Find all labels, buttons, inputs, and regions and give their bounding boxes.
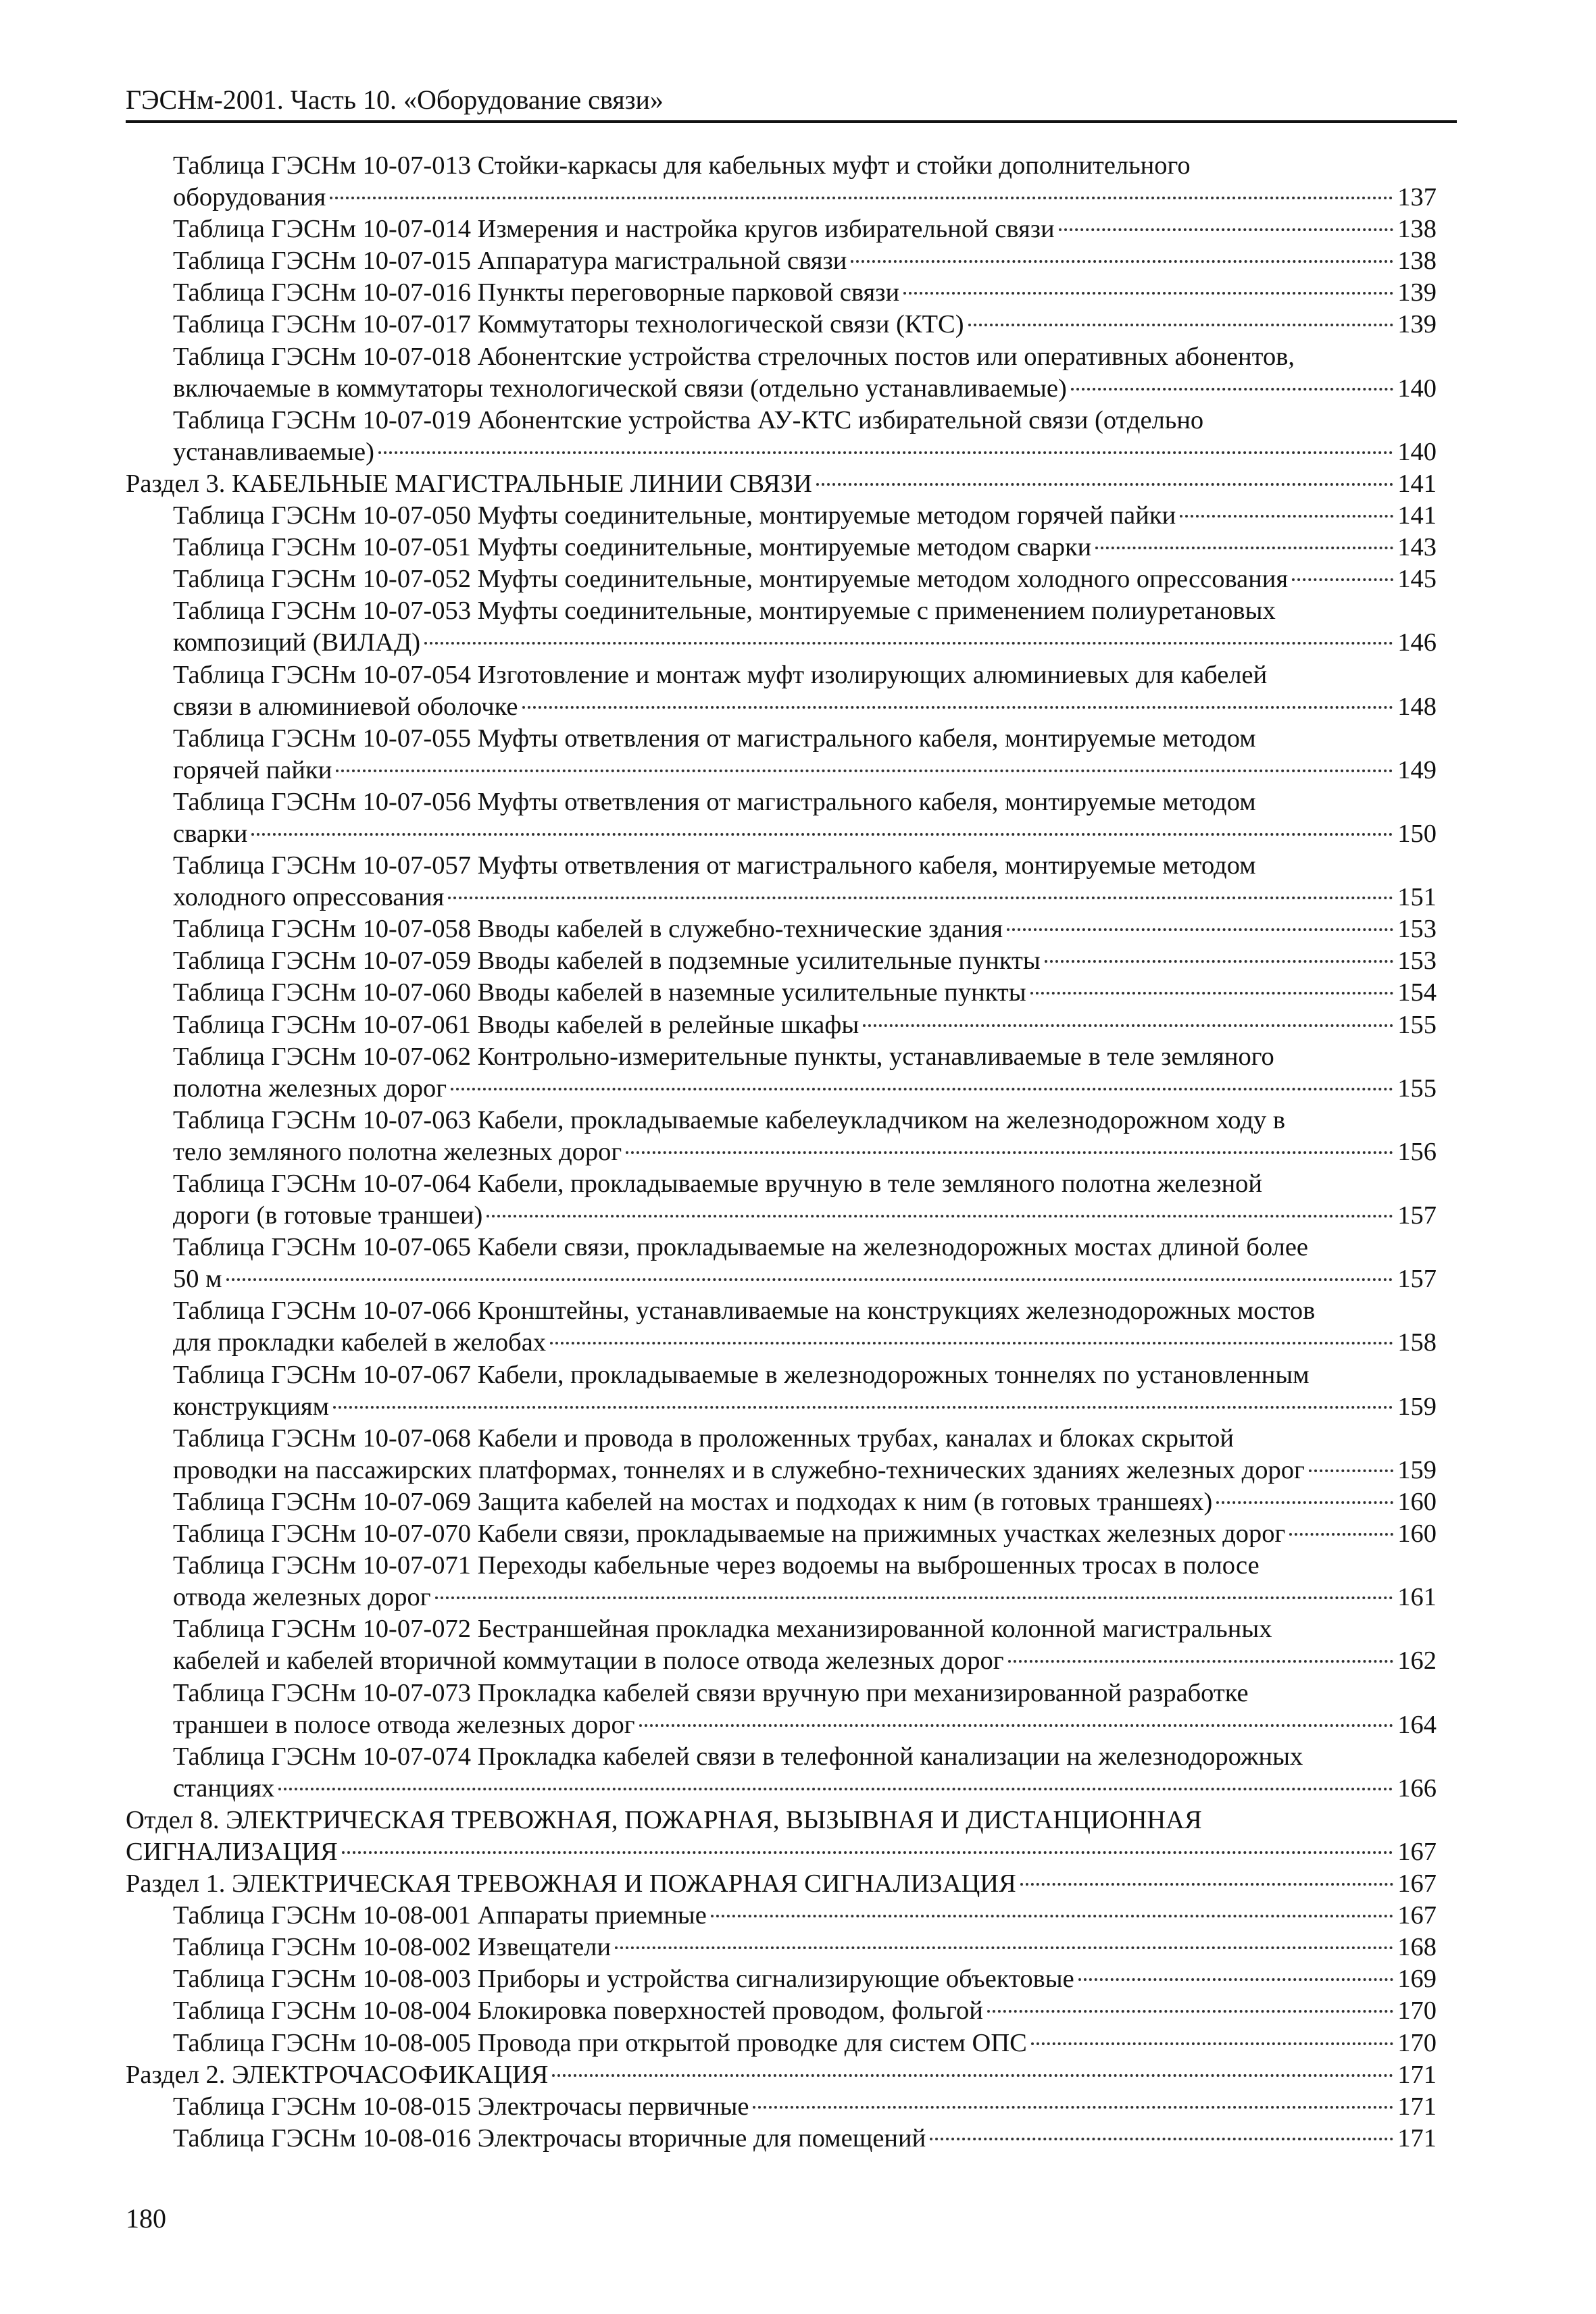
toc-entry-line: связи в алюминиевой оболочке	[173, 692, 518, 721]
dot-leader	[903, 292, 1393, 295]
dot-leader	[330, 197, 1393, 199]
dot-leader	[1180, 515, 1393, 518]
toc-entry-line: тело земляного полотна железных дорог	[173, 1137, 622, 1166]
toc-table-entry[interactable]	[126, 1900, 1437, 1932]
dot-leader	[1309, 1469, 1393, 1472]
toc-page-number: 171	[1397, 2060, 1437, 2089]
toc-page-number: 154	[1397, 978, 1437, 1007]
toc-entry-line: устанавливаемые)	[173, 437, 374, 466]
toc-page-number: 171	[1397, 2123, 1437, 2153]
toc-entry-line: оборудования	[173, 183, 326, 212]
toc-page-number: 141	[1397, 501, 1437, 530]
running-header: ГЭСНм-2001. Часть 10. «Оборудование связи»	[126, 84, 1457, 123]
page-number: 180	[126, 2203, 166, 2234]
toc-page-number: 140	[1397, 374, 1437, 403]
toc-table-entry[interactable]	[126, 245, 1437, 277]
toc-page-number: 169	[1397, 1965, 1437, 1994]
toc-page-number: 162	[1397, 1646, 1437, 1676]
toc-section-entry[interactable]	[126, 2059, 1437, 2091]
toc-page-number: 171	[1397, 2092, 1437, 2121]
toc-page-number: 164	[1397, 1710, 1437, 1739]
dot-leader	[863, 1024, 1393, 1027]
dot-leader	[1216, 1501, 1393, 1504]
toc-page-number: 149	[1397, 755, 1437, 784]
dot-leader	[278, 1788, 1393, 1790]
toc-entry-line: Таблица ГЭСНм 10-08-002 Извещатели	[173, 1933, 612, 1962]
dot-leader	[550, 1342, 1393, 1344]
toc-entry-line: Таблица ГЭСНм 10-07-018 Абонентские устройства стрелочных постов или оперативных абонентов,	[173, 342, 1295, 371]
toc-entry-line: проводки на пассажирских платформах, тоннелях и в служебно-технических зданиях железных дорог	[173, 1455, 1305, 1484]
dot-leader	[1031, 2042, 1393, 2045]
dot-leader	[1071, 388, 1393, 391]
toc-page-number: 137	[1397, 183, 1437, 212]
toc-entry-line: горячей пайки	[173, 755, 332, 784]
toc-table-entry[interactable]	[126, 1995, 1437, 2027]
toc-table-entry[interactable]	[126, 1105, 1437, 1168]
toc-entry-line: Таблица ГЭСНм 10-08-003 Приборы и устройства сигнализирующие объектовые	[173, 1965, 1074, 1994]
toc-entry-line: холодного опрессования	[173, 883, 445, 912]
toc-entry-line: Таблица ГЭСНм 10-08-001 Аппараты приемные	[173, 1901, 707, 1930]
toc-entry-line: Таблица ГЭСНм 10-07-050 Муфты соединительные, монтируемые методом горячей пайки	[173, 501, 1176, 530]
toc-page-number: 155	[1397, 1074, 1437, 1103]
toc-page-number: 148	[1397, 692, 1437, 721]
toc-page-number: 151	[1397, 883, 1437, 912]
dot-leader	[1292, 578, 1393, 581]
toc-table-entry[interactable]	[126, 1963, 1437, 1995]
dot-leader	[448, 897, 1393, 899]
table-of-contents	[126, 150, 1437, 2155]
dot-leader	[987, 2010, 1393, 2013]
toc-entry-line: Раздел 1. ЭЛЕКТРИЧЕСКАЯ ТРЕВОЖНАЯ И ПОЖАРНАЯ СИГНАЛИЗАЦИЯ	[126, 1869, 1016, 1898]
toc-entry-line: Таблица ГЭСНм 10-07-055 Муфты ответвления от магистрального кабеля, монтируемые методом	[173, 724, 1256, 753]
toc-page-number: 170	[1397, 1996, 1437, 2026]
dot-leader	[930, 2138, 1393, 2140]
toc-table-entry[interactable]	[126, 2123, 1437, 2155]
toc-table-entry[interactable]	[126, 595, 1437, 659]
toc-entry-line: Таблица ГЭСНм 10-07-017 Коммутаторы технологической связи (КТС)	[173, 310, 964, 339]
toc-page-number: 153	[1397, 915, 1437, 944]
toc-page-number: 160	[1397, 1519, 1437, 1549]
toc-table-entry[interactable]	[126, 532, 1437, 563]
dot-leader	[487, 1215, 1393, 1217]
toc-table-entry[interactable]	[126, 2028, 1437, 2059]
toc-entry-line: Таблица ГЭСНм 10-07-067 Кабели, прокладываемые в железнодорожных тоннелях по установленным	[173, 1360, 1310, 1389]
toc-entry-line: для прокладки кабелей в желобах	[173, 1328, 547, 1357]
toc-page-number: 157	[1397, 1265, 1437, 1294]
toc-entry-line: Таблица ГЭСНм 10-07-056 Муфты ответвления от магистрального кабеля, монтируемые методом	[173, 787, 1256, 816]
toc-entry-line: включаемые в коммутаторы технологической связи (отдельно устанавливаемые)	[173, 374, 1067, 403]
toc-entry-line: Таблица ГЭСНм 10-07-063 Кабели, прокладываемые кабелеукладчиком на железнодорожном ходу в	[173, 1105, 1286, 1134]
toc-table-entry[interactable]	[126, 405, 1437, 468]
toc-table-entry[interactable]	[126, 850, 1437, 913]
toc-entry-line: дороги (в готовые траншеи)	[173, 1201, 483, 1230]
toc-entry-line: Таблица ГЭСНм 10-07-072 Бестраншейная прокладка механизированной колонной магистральных	[173, 1615, 1272, 1644]
dot-leader	[251, 833, 1393, 836]
toc-entry-line: Таблица ГЭСНм 10-07-073 Прокладка кабелей связи вручную при механизированной разработке	[173, 1678, 1249, 1707]
toc-page-number: 166	[1397, 1774, 1437, 1803]
toc-page-number: 138	[1397, 215, 1437, 244]
dot-leader	[1045, 960, 1394, 963]
toc-entry-line: Отдел 8. ЭЛЕКТРИЧЕСКАЯ ТРЕВОЖНАЯ, ПОЖАРНАЯ, ВЫЗЫВНАЯ И ДИСТАНЦИОННАЯ	[126, 1805, 1202, 1834]
toc-page-number: 141	[1397, 469, 1437, 498]
toc-entry-line: СИГНАЛИЗАЦИЯ	[126, 1837, 338, 1866]
dot-leader	[552, 2074, 1393, 2077]
toc-entry-line: Таблица ГЭСНм 10-07-068 Кабели и провода в проложенных трубах, каналах и блоках скрытой	[173, 1424, 1235, 1453]
toc-page-number: 139	[1397, 310, 1437, 339]
toc-page-number: 145	[1397, 565, 1437, 594]
toc-page-number: 170	[1397, 2028, 1437, 2057]
toc-entry-line: Таблица ГЭСНм 10-07-015 Аппаратура магистральной связи	[173, 247, 847, 276]
toc-table-entry[interactable]	[126, 1168, 1437, 1232]
toc-entry-line: станциях	[173, 1774, 275, 1803]
toc-table-entry[interactable]	[126, 659, 1437, 723]
toc-table-entry[interactable]	[126, 1359, 1437, 1423]
toc-entry-line: полотна железных дорог	[173, 1074, 447, 1103]
toc-entry-line: Таблица ГЭСНм 10-07-070 Кабели связи, прокладываемые на прижимных участках железных дорог	[173, 1519, 1286, 1549]
dot-leader	[968, 324, 1394, 326]
dot-leader	[522, 706, 1394, 709]
toc-table-entry[interactable]	[126, 341, 1437, 405]
toc-table-entry[interactable]	[126, 1295, 1437, 1359]
toc-section-entry[interactable]	[126, 1868, 1437, 1900]
toc-entry-line: Таблица ГЭСНм 10-08-016 Электрочасы вторичные для помещений	[173, 2123, 926, 2153]
toc-table-entry[interactable]	[126, 1518, 1437, 1550]
toc-page-number: 159	[1397, 1455, 1437, 1484]
toc-entry-line: Раздел 2. ЭЛЕКТРОЧАСОФИКАЦИЯ	[126, 2060, 549, 2089]
toc-table-entry[interactable]	[126, 1041, 1437, 1105]
toc-table-entry[interactable]	[126, 1932, 1437, 1963]
toc-table-entry[interactable]	[126, 277, 1437, 309]
toc-table-entry[interactable]	[126, 1741, 1437, 1805]
toc-page-number: 167	[1397, 1869, 1437, 1898]
toc-page-number: 167	[1397, 1901, 1437, 1930]
toc-entry-line: Таблица ГЭСНм 10-07-065 Кабели связи, прокладываемые на железнодорожных мостах длиной более	[173, 1233, 1308, 1262]
toc-page-number: 167	[1397, 1837, 1437, 1866]
toc-entry-line: Таблица ГЭСНм 10-08-015 Электрочасы первичные	[173, 2092, 749, 2121]
dot-leader	[753, 2106, 1393, 2109]
toc-entry-line: Таблица ГЭСНм 10-07-066 Кронштейны, устанавливаемые на конструкциях железнодорожных мостов	[173, 1297, 1316, 1326]
toc-table-entry[interactable]	[126, 213, 1437, 245]
toc-entry-line: Таблица ГЭСНм 10-07-074 Прокладка кабелей связи в телефонной канализации на железнодорожных	[173, 1742, 1303, 1771]
toc-entry-line: Таблица ГЭСНм 10-07-062 Контрольно-измерительные пункты, устанавливаемые в теле земляного	[173, 1042, 1274, 1071]
toc-entry-line: Таблица ГЭСНм 10-07-060 Вводы кабелей в наземные усилительные пункты	[173, 978, 1026, 1007]
dot-leader	[1078, 1978, 1394, 1981]
dot-leader	[851, 260, 1393, 263]
toc-entry-line: Таблица ГЭСНм 10-07-069 Защита кабелей на мостах и подходах к ним (в готовых траншеях)	[173, 1487, 1213, 1516]
toc-entry-line: кабелей и кабелей вторичной коммутации в полосе отвода железных дорог	[173, 1646, 1004, 1676]
dot-leader	[1007, 928, 1393, 931]
toc-page-number: 156	[1397, 1137, 1437, 1166]
toc-entry-line: Таблица ГЭСНм 10-08-005 Провода при открытой проводке для систем ОПС	[173, 2028, 1027, 2057]
toc-page-number: 153	[1397, 947, 1437, 976]
toc-entry-line: Таблица ГЭСНм 10-07-058 Вводы кабелей в служебно-технические здания	[173, 915, 1003, 944]
toc-entry-line: Раздел 3. КАБЕЛЬНЫЕ МАГИСТРАЛЬНЫЕ ЛИНИИ СВЯЗИ	[126, 469, 812, 498]
toc-entry-line: Таблица ГЭСНм 10-07-057 Муфты ответвления от магистрального кабеля, монтируемые методом	[173, 851, 1256, 880]
toc-page-number: 140	[1397, 437, 1437, 466]
toc-entry-line: Таблица ГЭСНм 10-07-019 Абонентские устройства АУ-КТС избирательной связи (отдельно	[173, 405, 1204, 434]
toc-entry-line: Таблица ГЭСНм 10-07-013 Стойки-каркасы для кабельных муфт и стойки дополнительного	[173, 151, 1191, 180]
toc-entry-line: отвода железных дорог	[173, 1583, 431, 1612]
dot-leader	[342, 1851, 1394, 1854]
toc-table-entry[interactable]	[126, 1613, 1437, 1677]
toc-page-number: 150	[1397, 819, 1437, 848]
dot-leader	[424, 642, 1393, 645]
dot-leader	[1059, 228, 1394, 231]
toc-table-entry[interactable]	[126, 1232, 1437, 1295]
dot-leader	[626, 1151, 1393, 1154]
dot-leader	[1095, 547, 1393, 549]
toc-entry-line: Таблица ГЭСНм 10-07-053 Муфты соединительные, монтируемые с применением полиуретановых	[173, 597, 1276, 626]
dot-leader	[1289, 1533, 1393, 1536]
toc-page-number: 143	[1397, 533, 1437, 562]
dot-leader	[615, 1946, 1393, 1949]
dot-leader	[639, 1724, 1394, 1727]
dot-leader	[451, 1088, 1393, 1090]
toc-page-number: 159	[1397, 1392, 1437, 1421]
toc-entry-line: Таблица ГЭСНм 10-07-071 Переходы кабельные через водоемы на выброшенных тросах в полосе	[173, 1551, 1260, 1580]
dot-leader	[1008, 1660, 1394, 1663]
toc-table-entry[interactable]	[126, 1678, 1437, 1741]
toc-page-number: 161	[1397, 1583, 1437, 1612]
dot-leader	[435, 1596, 1394, 1599]
toc-page-number: 146	[1397, 628, 1437, 657]
toc-entry-line: Таблица ГЭСНм 10-07-052 Муфты соединительные, монтируемые методом холодного опрессования	[173, 565, 1289, 594]
toc-entry-line: Таблица ГЭСНм 10-07-014 Измерения и настройка кругов избирательной связи	[173, 215, 1055, 244]
toc-entry-line: сварки	[173, 819, 248, 848]
toc-page-number: 155	[1397, 1010, 1437, 1039]
dot-leader	[336, 770, 1393, 772]
dot-leader	[378, 451, 1393, 454]
toc-page-number: 168	[1397, 1933, 1437, 1962]
toc-entry-line: Таблица ГЭСНм 10-07-016 Пункты переговорные парковой связи	[173, 278, 900, 307]
toc-table-entry[interactable]	[126, 2091, 1437, 2123]
dot-leader	[333, 1406, 1393, 1409]
toc-page-number: 157	[1397, 1201, 1437, 1230]
toc-page-number: 139	[1397, 278, 1437, 307]
toc-table-entry[interactable]	[126, 150, 1437, 213]
dot-leader	[226, 1278, 1394, 1281]
toc-table-entry[interactable]	[126, 977, 1437, 1009]
toc-entry-line: Таблица ГЭСНм 10-07-054 Изготовление и монтаж муфт изолирующих алюминиевых для кабелей	[173, 660, 1268, 689]
toc-page-number: 160	[1397, 1487, 1437, 1516]
toc-page-number: 158	[1397, 1328, 1437, 1357]
toc-table-entry[interactable]	[126, 913, 1437, 945]
dot-leader	[711, 1915, 1393, 1917]
dot-leader	[1020, 1883, 1393, 1886]
toc-table-entry[interactable]	[126, 786, 1437, 850]
toc-entry-line: Таблица ГЭСНм 10-07-061 Вводы кабелей в релейные шкафы	[173, 1010, 859, 1039]
toc-entry-line: 50 м	[173, 1265, 222, 1294]
dot-leader	[1030, 992, 1394, 995]
toc-table-entry[interactable]	[126, 500, 1437, 532]
toc-table-entry[interactable]	[126, 563, 1437, 595]
toc-page-number: 138	[1397, 247, 1437, 276]
toc-table-entry[interactable]	[126, 945, 1437, 977]
toc-table-entry[interactable]	[126, 1009, 1437, 1041]
toc-section-entry[interactable]	[126, 468, 1437, 500]
toc-entry-line: Таблица ГЭСНм 10-07-064 Кабели, прокладываемые вручную в теле земляного полотна железной	[173, 1169, 1263, 1198]
toc-table-entry[interactable]	[126, 1486, 1437, 1518]
toc-entry-line: Таблица ГЭСНм 10-08-004 Блокировка поверхностей проводом, фольгой	[173, 1996, 983, 2026]
toc-table-entry[interactable]	[126, 723, 1437, 786]
toc-table-entry[interactable]	[126, 1423, 1437, 1486]
toc-entry-line: конструкциям	[173, 1392, 329, 1421]
toc-table-entry[interactable]	[126, 1550, 1437, 1613]
toc-section-entry[interactable]	[126, 1805, 1437, 1868]
toc-entry-line: Таблица ГЭСНм 10-07-059 Вводы кабелей в подземные усилительные пункты	[173, 947, 1041, 976]
toc-table-entry[interactable]	[126, 309, 1437, 341]
toc-entry-line: траншеи в полосе отвода железных дорог	[173, 1710, 635, 1739]
toc-entry-line: композиций (ВИЛАД)	[173, 628, 421, 657]
toc-entry-line: Таблица ГЭСНм 10-07-051 Муфты соединительные, монтируемые методом сварки	[173, 533, 1092, 562]
dot-leader	[816, 483, 1393, 486]
